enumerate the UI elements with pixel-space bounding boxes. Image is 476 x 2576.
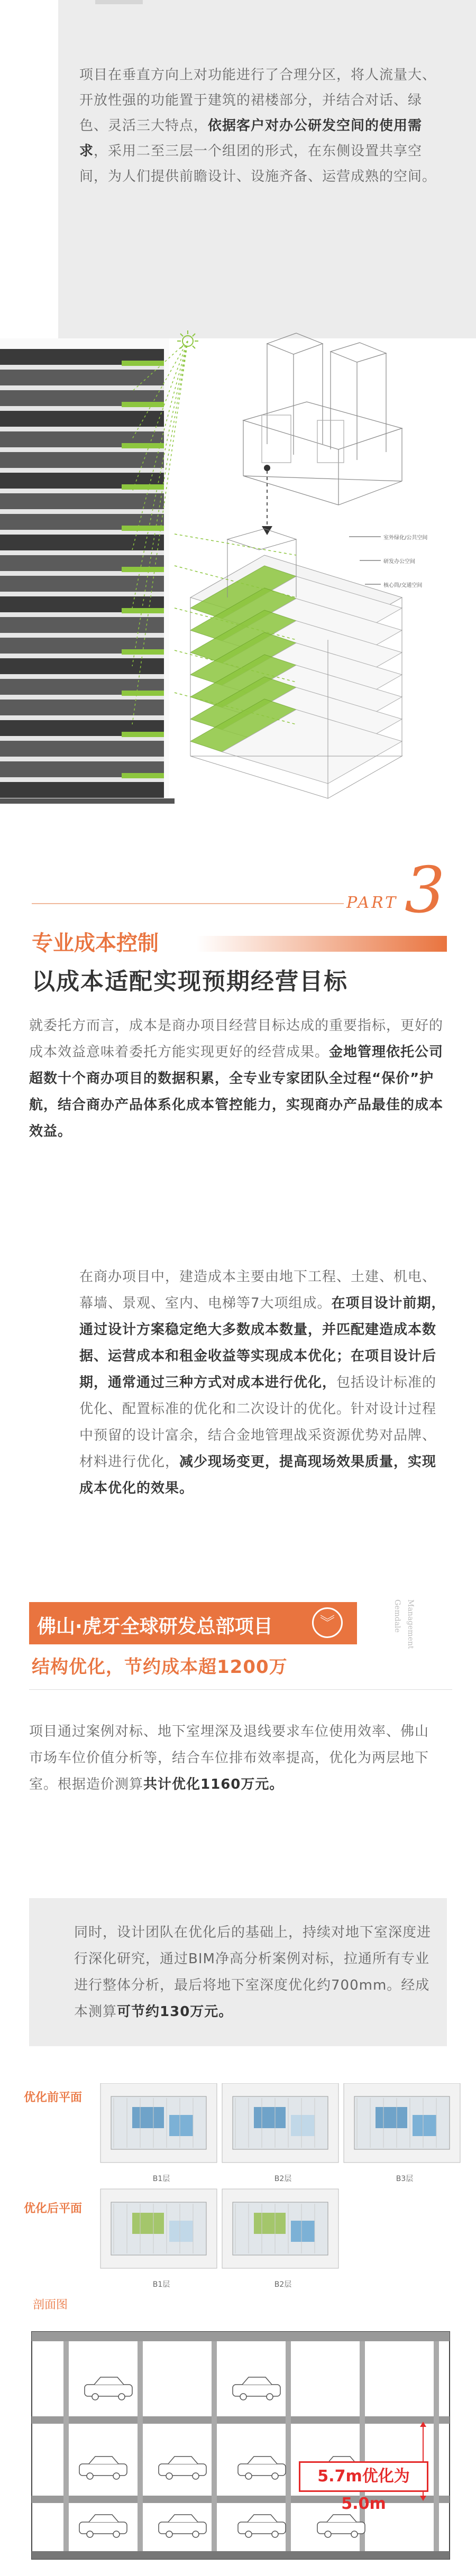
project-title: 佛山·虎牙全球研发总部项目 — [37, 1616, 273, 1637]
paragraph-4 — [74, 1919, 434, 2025]
after-plan-label: 优化后平面 — [24, 2202, 83, 2215]
before-b2-caption: B2层 — [274, 2175, 292, 2183]
after-b1-caption: B1层 — [152, 2280, 170, 2289]
intro-text — [79, 62, 450, 189]
stacked-floors — [190, 529, 402, 798]
para2-text-a: 在商办项目中，建造成本主要由地下工程、土建、机电、幕墙、景观、室内、电梯等7大项组成。 — [79, 1269, 437, 1311]
section-subtitle: 以成本适配实现预期经营目标 — [32, 968, 348, 995]
intro-text-bold: 依据客户对办公研发空间的使用需求 — [79, 118, 423, 159]
para2-text-b: 包括设计标准的优化、配置标准的优化和二次设计的优化。针对设计过程中预留的设计富余，结合金地管理战采资源优势对品牌、材料进行优化， — [79, 1375, 437, 1470]
paragraph-2 — [79, 1264, 450, 1502]
paragraph-1 — [29, 1013, 452, 1145]
before-b3-caption: B3层 — [396, 2175, 414, 2183]
diagram-legend — [349, 534, 427, 588]
part-number: 3 — [405, 854, 445, 927]
para2-text-bold-1: 在项目设计前期，通过设计方案稳定绝大多数成本数量，并匹配建造成本数据、运营成本和租金收益等实现成本优化；在项目设计后期，通常通过三种方式对成本进行优化， — [79, 1295, 446, 1391]
legend-3: 核心筒/交通空间 — [383, 583, 423, 588]
vertical-text-2: Management — [406, 1599, 415, 1649]
arrow-down-icon — [262, 465, 272, 535]
part-divider — [32, 903, 344, 904]
project-divider — [29, 1689, 452, 1690]
part-label: PART — [346, 894, 398, 912]
para4-text-bold: 可节约130万元。 — [117, 2004, 233, 2020]
para3-text-a: 项目通过案例对标、地下室埋深及退线要求车位使用效率、佛山市场车位价值分析等，结合车位排布效率提高，优化为两层地下室。根据造价测算 — [29, 1724, 429, 1792]
after-b2-caption: B2层 — [274, 2280, 292, 2289]
intro-top-bar — [95, 0, 143, 4]
intro-text-b: ，采用二至三层一个组团的形式，在东侧设置共享空间，为人们提供前瞻设计、设施齐备、运营成熟的空间。 — [79, 143, 437, 185]
before-b1-caption: B1层 — [152, 2175, 170, 2183]
vertical-text-1: Gemdale — [393, 1599, 401, 1633]
para1-text-a: 就委托方而言，成本是商办项目经营目标达成的重要指标，更好的成本效益意味着委托方能实现更好的经营成果。 — [29, 1018, 444, 1060]
section-callout: 5.7m优化为5.0m — [299, 2461, 428, 2492]
project-subtitle: 结构优化，节约成本超1200万 — [32, 1657, 288, 1678]
section-view-label: 剖面图 — [33, 2298, 68, 2312]
paragraph-3 — [29, 1718, 431, 1798]
para1-text-bold: 金地管理依托公司超数十个商办项目的数据积累，全专业专家团队全过程“保价”护航，结合商办产品体系化成本管控能力，实现商办产品最佳的成本效益。 — [29, 1044, 444, 1139]
before-plan-label: 优化前平面 — [24, 2091, 83, 2104]
chevron-down-icon[interactable]: ︾ — [312, 1607, 343, 1638]
para4-text-a: 同时，设计团队在优化后的基础上，持续对地下室深度进行深化研究，通过BIM净高分析案例对标，拉通所有专业进行整体分析，最后将地下室深度优化约700mm。经成本测算 — [74, 1925, 432, 2020]
floor-plans — [95, 2083, 465, 2289]
legend-1: 室外绿化/公共空间 — [383, 535, 428, 541]
para2-text-bold-2: 减少现场变更，提高现场效果质量，实现成本优化的效果。 — [79, 1454, 437, 1496]
para3-text-bold: 共计优化1160万元。 — [143, 1777, 284, 1792]
section-drawing — [21, 2316, 460, 2570]
sun-icon — [177, 330, 198, 348]
legend-2: 研发办公空间 — [383, 559, 415, 565]
intro-text-a: 项目在垂直方向上对功能进行了合理分区，将人流量大、开放性强的功能置于建筑的裙楼部分，并结合对话、绿色、灵活三大特点， — [79, 67, 437, 134]
section-title: 专业成本控制 — [32, 931, 159, 955]
architecture-diagram — [0, 323, 476, 851]
